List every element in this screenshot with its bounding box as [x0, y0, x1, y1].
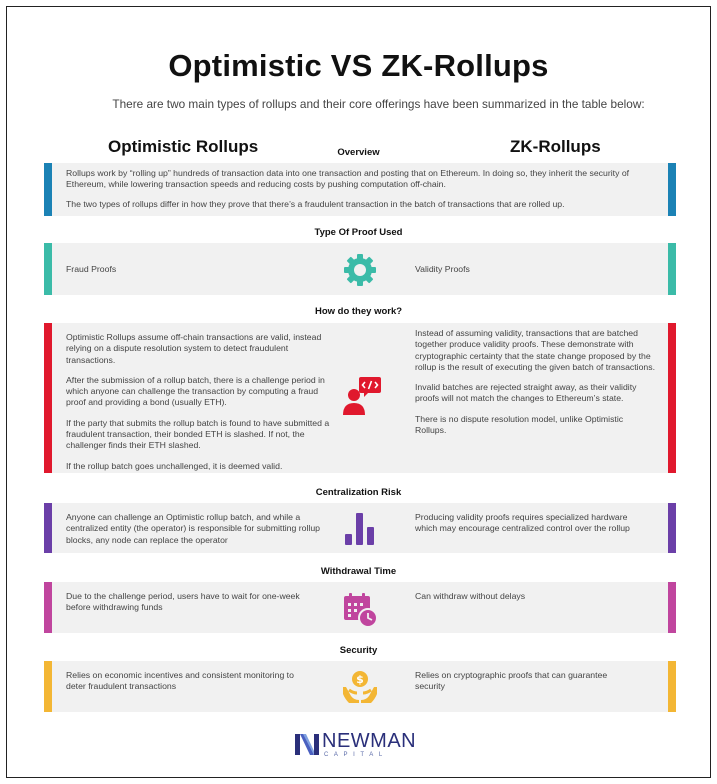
- optimistic-how-paragraph: If the party that submits the rollup batch is found to have submitted a fraudulent transaction, their bonded ETH is slashed. If not, the challenger finds their ETH slashed.: [66, 417, 330, 451]
- zk-how-paragraph: There is no dispute resolution model, unlike Optimistic Rollups.: [415, 413, 624, 436]
- centralization-heading: Centralization Risk: [315, 487, 402, 498]
- bar-chart-icon: [343, 512, 377, 551]
- zk-column-heading: ZK-Rollups: [510, 137, 601, 156]
- developer-code-icon: [342, 375, 384, 422]
- security-right-accent: [668, 661, 676, 712]
- overview-paragraph: Rollups work by “rolling up” hundreds of transaction data into one transaction and posting that on Ethereum. In doing so, they inherit the security of Ethereum, while lowering transaction speeds and reducing costs by pushing computation off-chain.: [66, 168, 630, 190]
- svg-text:$: $: [356, 673, 364, 686]
- security-row: [44, 661, 676, 712]
- withdrawal-left-accent: [44, 582, 52, 633]
- withdrawal-row: [44, 582, 676, 633]
- zk-security-text: Relies on cryptographic proofs that can guarantee security: [415, 670, 608, 692]
- how-left-accent: [44, 323, 52, 473]
- zk-how-paragraph: Instead of assuming validity, transactions that are batched together produce validity proofs. These demonstrate with cryptographic certainty that the state change proposed by the rollup is the result of executing the given batch of transactions.: [415, 328, 656, 372]
- optimistic-security-text: Relies on economic incentives and consistent monitoring to deter fraudulent transactions: [66, 670, 294, 692]
- page-title: Optimistic VS ZK-Rollups: [168, 48, 549, 83]
- how-right-accent: [668, 323, 676, 473]
- optimistic-how-text: [66, 332, 338, 472]
- how-row: [44, 323, 676, 473]
- proof-heading: Type Of Proof Used: [314, 227, 403, 238]
- centralization-left-accent: [44, 503, 52, 553]
- logo-wordmark: NEWMAN: [322, 730, 417, 752]
- zk-how-paragraph: Invalid batches are rejected straight away, as their validity proofs will not match the changes to Ethereum’s state.: [415, 382, 637, 404]
- overview-right-accent: [668, 163, 676, 216]
- validity-proofs-text: Validity Proofs: [415, 264, 470, 274]
- logo-subtext: CAPITAL: [324, 752, 388, 758]
- zk-centralization-text: Producing validity proofs requires specialized hardware which may encourage centralized control over the rollup: [415, 512, 630, 534]
- overview-heading: Overview: [337, 147, 380, 158]
- centralization-right-accent: [668, 503, 676, 553]
- overview-paragraph: The two types of rollups differ in how they prove that there’s a fraudulent transaction in the batch of transactions that are rolled up.: [66, 198, 565, 209]
- how-heading: How do they work?: [314, 306, 403, 317]
- proof-right-accent: [668, 243, 676, 295]
- optimistic-withdrawal-text: Due to the challenge period, users have to wait for one-week before withdrawing funds: [66, 591, 300, 613]
- gear-icon: [342, 252, 378, 293]
- overview-text: [66, 168, 656, 210]
- security-heading: Security: [339, 645, 378, 656]
- optimistic-centralization-text: Anyone can challenge an Optimistic rollup batch, and while a centralized entity (the operator) is responsible for submitting rollup blocks, any node can replace the operator: [66, 512, 320, 545]
- overview-left-accent: [44, 163, 52, 216]
- zk-withdrawal-text: Can withdraw without delays: [415, 591, 526, 601]
- calendar-clock-icon: [342, 592, 378, 633]
- money-hands-icon: [342, 669, 378, 710]
- withdrawal-right-accent: [668, 582, 676, 633]
- optimistic-how-paragraph: After the submission of a rollup batch, there is a challenge period in which anyone can challenge the transaction by computing a fraud proof and providing a bond (usually ETH).: [66, 374, 325, 408]
- newman-logo-icon: [294, 731, 320, 762]
- optimistic-column-heading: Optimistic Rollups: [108, 137, 259, 156]
- optimistic-how-paragraph: If the rollup batch goes unchallenged, it is deemed valid.: [66, 460, 283, 471]
- withdrawal-heading: Withdrawal Time: [320, 566, 397, 577]
- optimistic-how-paragraph: Optimistic Rollups assume off-chain transactions are valid, instead relying on a dispute resolution system to detect fraudulent transactions.: [66, 332, 322, 365]
- page-subtitle: There are two main types of rollups and their core offerings have been summarized in the table below:: [112, 97, 645, 111]
- security-left-accent: [44, 661, 52, 712]
- overview-row: [44, 163, 676, 216]
- proof-row: [44, 243, 676, 295]
- zk-how-text: [415, 328, 655, 436]
- proof-left-accent: [44, 243, 52, 295]
- centralization-row: [44, 503, 676, 553]
- fraud-proofs-text: Fraud Proofs: [66, 264, 117, 274]
